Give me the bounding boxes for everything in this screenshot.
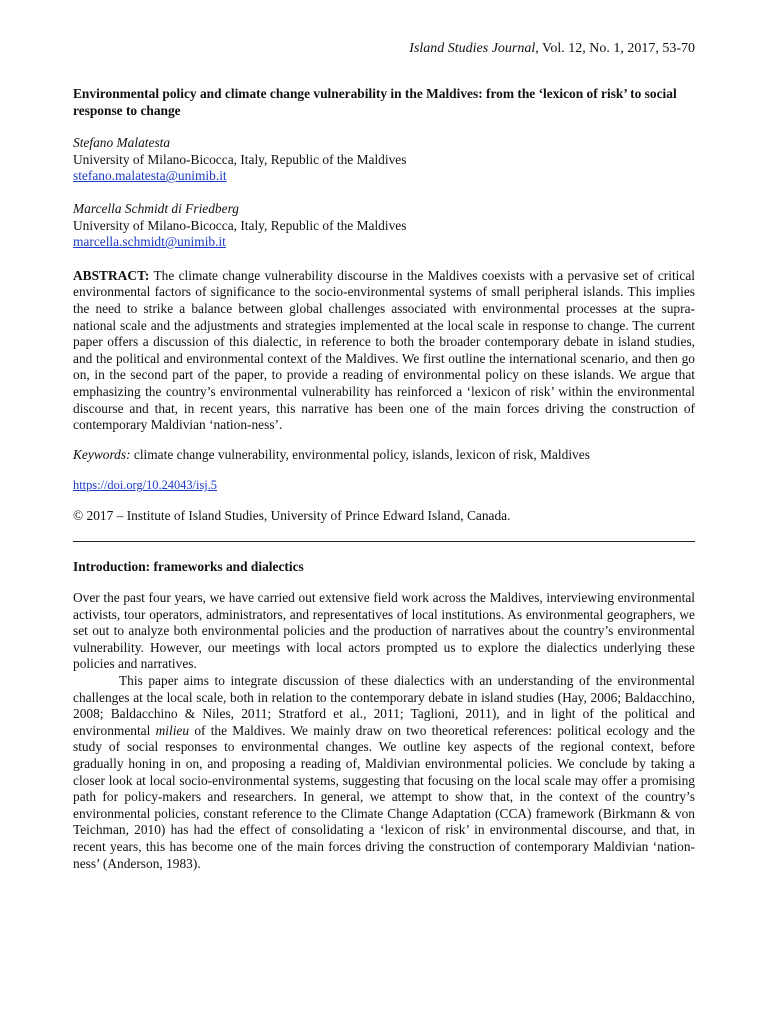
abstract	[73, 268, 695, 434]
article-body	[73, 86, 695, 872]
paragraph-text: of the Maldives. We mainly draw on two theoretical references: political ecology and the study of social responses to environmental changes. We outline key aspects of the regional context, before gradually honing in on, and proposing a reading of, Maldivian environmental policies. We conclude by taking a closer look at local socio-environmental systems, suggesting that focusing on the local scale may offer a promising path for policy-makers and researchers. In general, we attempt to show that, in the context of the country’s environmental policies, constant reference to the Climate Change Adaptation (CCA) framework (Birkmann & von Teichman, 2010) has had the effect of consolidating a ‘lexicon of risk’ in environmental discourse, and that, in recent years, this has become one of the main forces driving the construction of contemporary Maldivian ‘nation-ness’ (Anderson, 1983).	[73, 722, 695, 871]
author-affiliation: University of Milano-Bicocca, Italy, Republic of the Maldives	[73, 217, 407, 233]
copyright-notice: © 2017 – Institute of Island Studies, University of Prince Edward Island, Canada.	[73, 507, 511, 523]
author-list	[73, 135, 695, 251]
author-name: Stefano Malatesta	[73, 135, 171, 151]
section-divider	[73, 541, 695, 542]
emphasis-text: milieu	[155, 722, 190, 738]
journal-name: Island Studies Journal	[409, 41, 536, 56]
paragraph-text: This paper aims to integrate discussion of these dialectics with an understanding of the environmental challenges at the local scale, both in relation to the contemporary debate in island studies (Hay, 2006; Baldacchino, 2008; Baldacchino & Niles, 2011; Stratford et al., 2011; Taglioni, 2011), and in light of the political and environmental	[73, 673, 695, 738]
keywords	[73, 447, 695, 464]
journal-volume-info: , Vol. 12, No. 1, 2017, 53-70	[535, 41, 695, 56]
author-email-link[interactable]: stefano.malatesta@unimib.it	[73, 168, 227, 184]
doi-link[interactable]: https://doi.org/10.24043/isj.5	[73, 478, 217, 493]
keywords-label: Keywords:	[73, 446, 131, 462]
author-block	[73, 201, 695, 251]
author-block	[73, 135, 695, 185]
body-paragraph: Over the past four years, we have carried out extensive field work across the Maldives, interviewing environmental activists, tour operators, administrators, and representatives of local institutions. As environmental geographers, we set out to analyze both environmental policies and the production of narratives about the country’s environmental vulnerability. However, our meetings with local actors prompted us to explore the dialectics underlying these policies and narratives.	[73, 590, 695, 672]
body-paragraph	[73, 673, 695, 872]
author-email-link[interactable]: marcella.schmidt@unimib.it	[73, 234, 226, 250]
keywords-text: climate change vulnerability, environmental policy, islands, lexicon of risk, Maldives	[130, 446, 590, 462]
doi-line	[73, 477, 695, 494]
abstract-text: The climate change vulnerability discourse in the Maldives coexists with a pervasive set of critical environmental factors of significance to the socio-environmental systems of small peripheral islands. This implies the need to strike a balance between global challenges associated with environmental processes at the supra-national scale and the adjustments and strategies implemented at the local scale in response to change. The current paper offers a discussion of this dialectic, in reference to both the broader contemporary debate in island studies, and the political and environmental context of the Maldives. We first outline the international scenario, and then go on, in the second part of the paper, to provide a reading of environmental policy on these islands. We argue that emphasizing the country’s environmental vulnerability has reinforced a ‘lexicon of risk’ within the environmental discourse and that, in recent years, this narrative has been one of the main forces driving the construction of contemporary Maldivian ‘nation-ness’.	[73, 267, 695, 433]
author-affiliation: University of Milano-Bicocca, Italy, Republic of the Maldives	[73, 151, 407, 167]
abstract-label: ABSTRACT:	[73, 267, 150, 283]
journal-citation	[409, 41, 695, 58]
section-heading: Introduction: frameworks and dialectics	[73, 559, 304, 575]
author-name: Marcella Schmidt di Friedberg	[73, 200, 239, 216]
article-title: Environmental policy and climate change vulnerability in the Maldives: from the ‘lexicon of risk’ to social response to change	[73, 86, 677, 118]
